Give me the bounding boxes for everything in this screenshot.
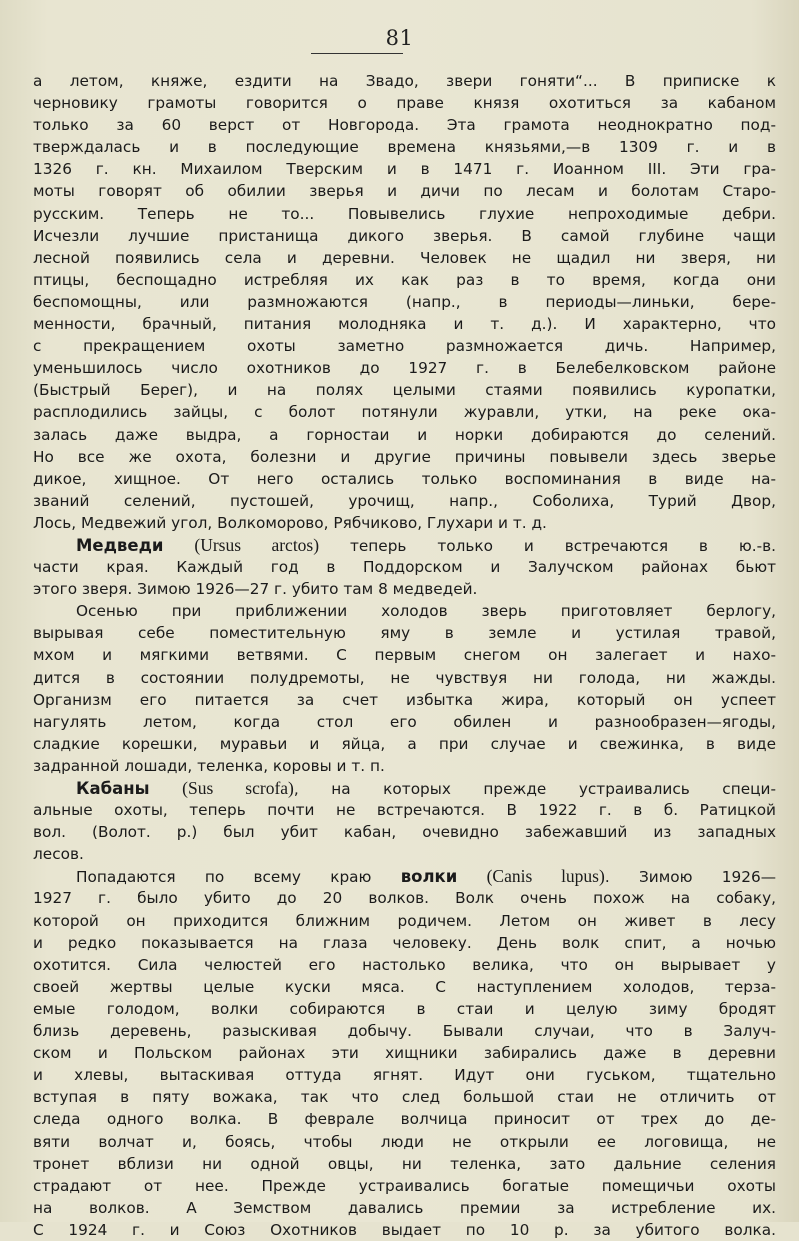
wolf-latin-name: (Canis lupus) [486, 866, 605, 887]
text-line: с прекращением охоты заметно размножается дичь. Например, [33, 337, 776, 356]
text-line: менности, брачный, питания молодняка и т. д.). И характерно, что [33, 315, 776, 334]
text-line: сладкие корешки, муравьи и яйца, а при случае и свежинка, в виде [33, 734, 776, 753]
text-line: залась даже выдра, а горностаи и норки добираются до селений. [33, 425, 776, 444]
paragraph-intro [33, 70, 776, 534]
text-line: Организм его питается за счет избытка жира, который он успеет [33, 690, 776, 709]
text-line: альные охоты, теперь почти не встречаются. В 1922 г. в б. Ратицкой [33, 801, 776, 820]
text-line: следа одного волка. В феврале волчица приносит от трех до де- [33, 1110, 776, 1129]
text-line: моты говорят об обилии зверья и дичи по лесам и болотам Старо- [33, 182, 776, 201]
text-line: которой он приходится ближним родичем. Летом он живет в лесу [33, 911, 776, 930]
text-line: только за 60 верст от Новгорода. Эта грамота неоднократно под- [33, 116, 776, 135]
text-line: Исчезли лучшие пристанища дикого зверья. В самой глубине чащи [33, 226, 776, 245]
text-line: Осенью при приближении холодов зверь приготовляет берлогу, [76, 602, 776, 621]
text-line: а летом, княже, ездити на Звадо, звери гоняти“... В приписке к [33, 72, 776, 90]
text-line: мхом и мягкими ветвями. С первым снегом он залегает и нахо- [33, 646, 776, 665]
text-line: и редко показывается на глаза человеку. День волк спит, а ночью [33, 933, 776, 952]
text-line: этого зверя. Зимою 1926—27 г. убито там 8 медведей. [33, 580, 478, 599]
boar-term: Кабаны [76, 779, 150, 798]
text-line: Попадаются по всему краю волки (Canis lupus). Зимою 1926— [76, 866, 776, 887]
wolf-term: волки [400, 867, 458, 887]
text-line: Но все же охота, болезни и другие причины повывели здесь зверье [33, 447, 776, 466]
text-line: беспомощны, или размножаются (напр., в периоды—линьки, бере- [33, 292, 776, 311]
text-line: нагулять летом, когда стол его обилен и разнообразен—ягоды, [33, 712, 776, 731]
boar-latin-name: (Sus scrofa) [182, 778, 294, 798]
paragraph-wolves [33, 865, 776, 1241]
text-line: страдают от нее. Прежде устраивались богатые помещичьи охоты [33, 1176, 776, 1195]
text-line: уменьшилось число охотников до 1927 г. в Белебелковском районе [33, 359, 776, 378]
text-line: вступая в пяту вожака, так что след большой стаи не отличить от [33, 1088, 776, 1107]
text-line: С 1924 г. и Союз Охотников выдает по 10 р. за убитого волка. [33, 1220, 776, 1239]
body-text [33, 70, 776, 1241]
text-line: черновику грамоты говорится о праве князя охотиться за кабаном [33, 94, 776, 113]
paragraph-bears [33, 534, 776, 600]
text-line: лесной появились села и деревни. Человек не щадил ни зверя, ни [33, 248, 776, 267]
text-line: дикое, хищное. От него остались только воспоминания в виде на- [33, 469, 776, 488]
text-line: Кабаны (Sus scrofa), на которых прежде устраивались специ- [76, 778, 776, 798]
text-line: Лось, Медвежий угол, Волкоморово, Рябчиково, Глухари и т. д. [33, 513, 547, 532]
text-line: вяти волчат и, боясь, чтобы люди не открыли ее логовища, не [33, 1132, 776, 1151]
text-line: тверждалась и в последующие времена князьями,—в 1309 г. и в [33, 138, 776, 157]
paragraph-den [33, 600, 776, 777]
text-line: охотится. Сила челюстей его настолько велика, что он вырывает у [33, 955, 776, 974]
text-line: птицы, беспощадно истребляя их как раз в то время, когда они [33, 270, 776, 289]
text-line: и хлевы, вытаскивая оттуда ягнят. Идут они гуськом, тщательно [33, 1066, 776, 1085]
text-line: дится в состоянии полудремоты, не чувствуя ни голода, ни жажды. [33, 668, 776, 687]
text-line: емые голодом, волки собираются в стаи и целую зиму бродят [33, 999, 776, 1018]
text-line: части края. Каждый год в Поддорском и Залучском районах бьют [33, 558, 776, 577]
text-line: задранной лошади, теленка, коровы и т. п. [33, 756, 385, 775]
text-line: 1326 г. кн. Михаилом Тверским и в 1471 г. Иоанном III. Эти гра- [33, 160, 776, 179]
bear-latin-name: (Ursus arctos) [194, 534, 320, 555]
paragraph-boars [33, 777, 776, 865]
bear-term: Медведи [76, 535, 164, 555]
text-line: расплодились зайцы, с болот потянули журавли, утки, на реке ока- [33, 403, 776, 422]
text-line: русским. Теперь не то... Повывелись глухие непроходимые дебри. [33, 204, 776, 223]
text-line: (Быстрый Берег), и на полях целыми стаями появились куропатки, [33, 381, 776, 400]
text-line: тронет вблизи ни одной овцы, ни теленка, зато дальние селения [33, 1154, 776, 1173]
text-line: Медведи (Ursus arctos) теперь только и встречаются в ю.-в. [76, 534, 776, 555]
text-line: званий селений, пустошей, урочищ, напр., Соболиха, Турий Двор, [33, 491, 776, 510]
text-line: близь деревень, разыскивая добычу. Бывали случаи, что в Залуч- [33, 1022, 776, 1041]
page-number: 81 [385, 26, 414, 50]
text-line: ском и Польском районах эти хищники забирались даже в деревни [33, 1044, 776, 1063]
text-line: лесов. [33, 845, 84, 864]
text-line: вол. (Волот. р.) был убит кабан, очевидно забежавший из западных [33, 823, 776, 842]
page-number-underline [311, 53, 403, 54]
text-line: на волков. А Земством давались премии за истребление их. [33, 1198, 776, 1217]
text-line: вырывая себе поместительную яму в земле и устилая травой, [33, 624, 776, 643]
text-line: 1927 г. было убито до 20 волков. Волк очень похож на собаку, [33, 889, 776, 908]
text-line: своей жертвы целые куски мяса. С наступлением холодов, терза- [33, 977, 776, 996]
